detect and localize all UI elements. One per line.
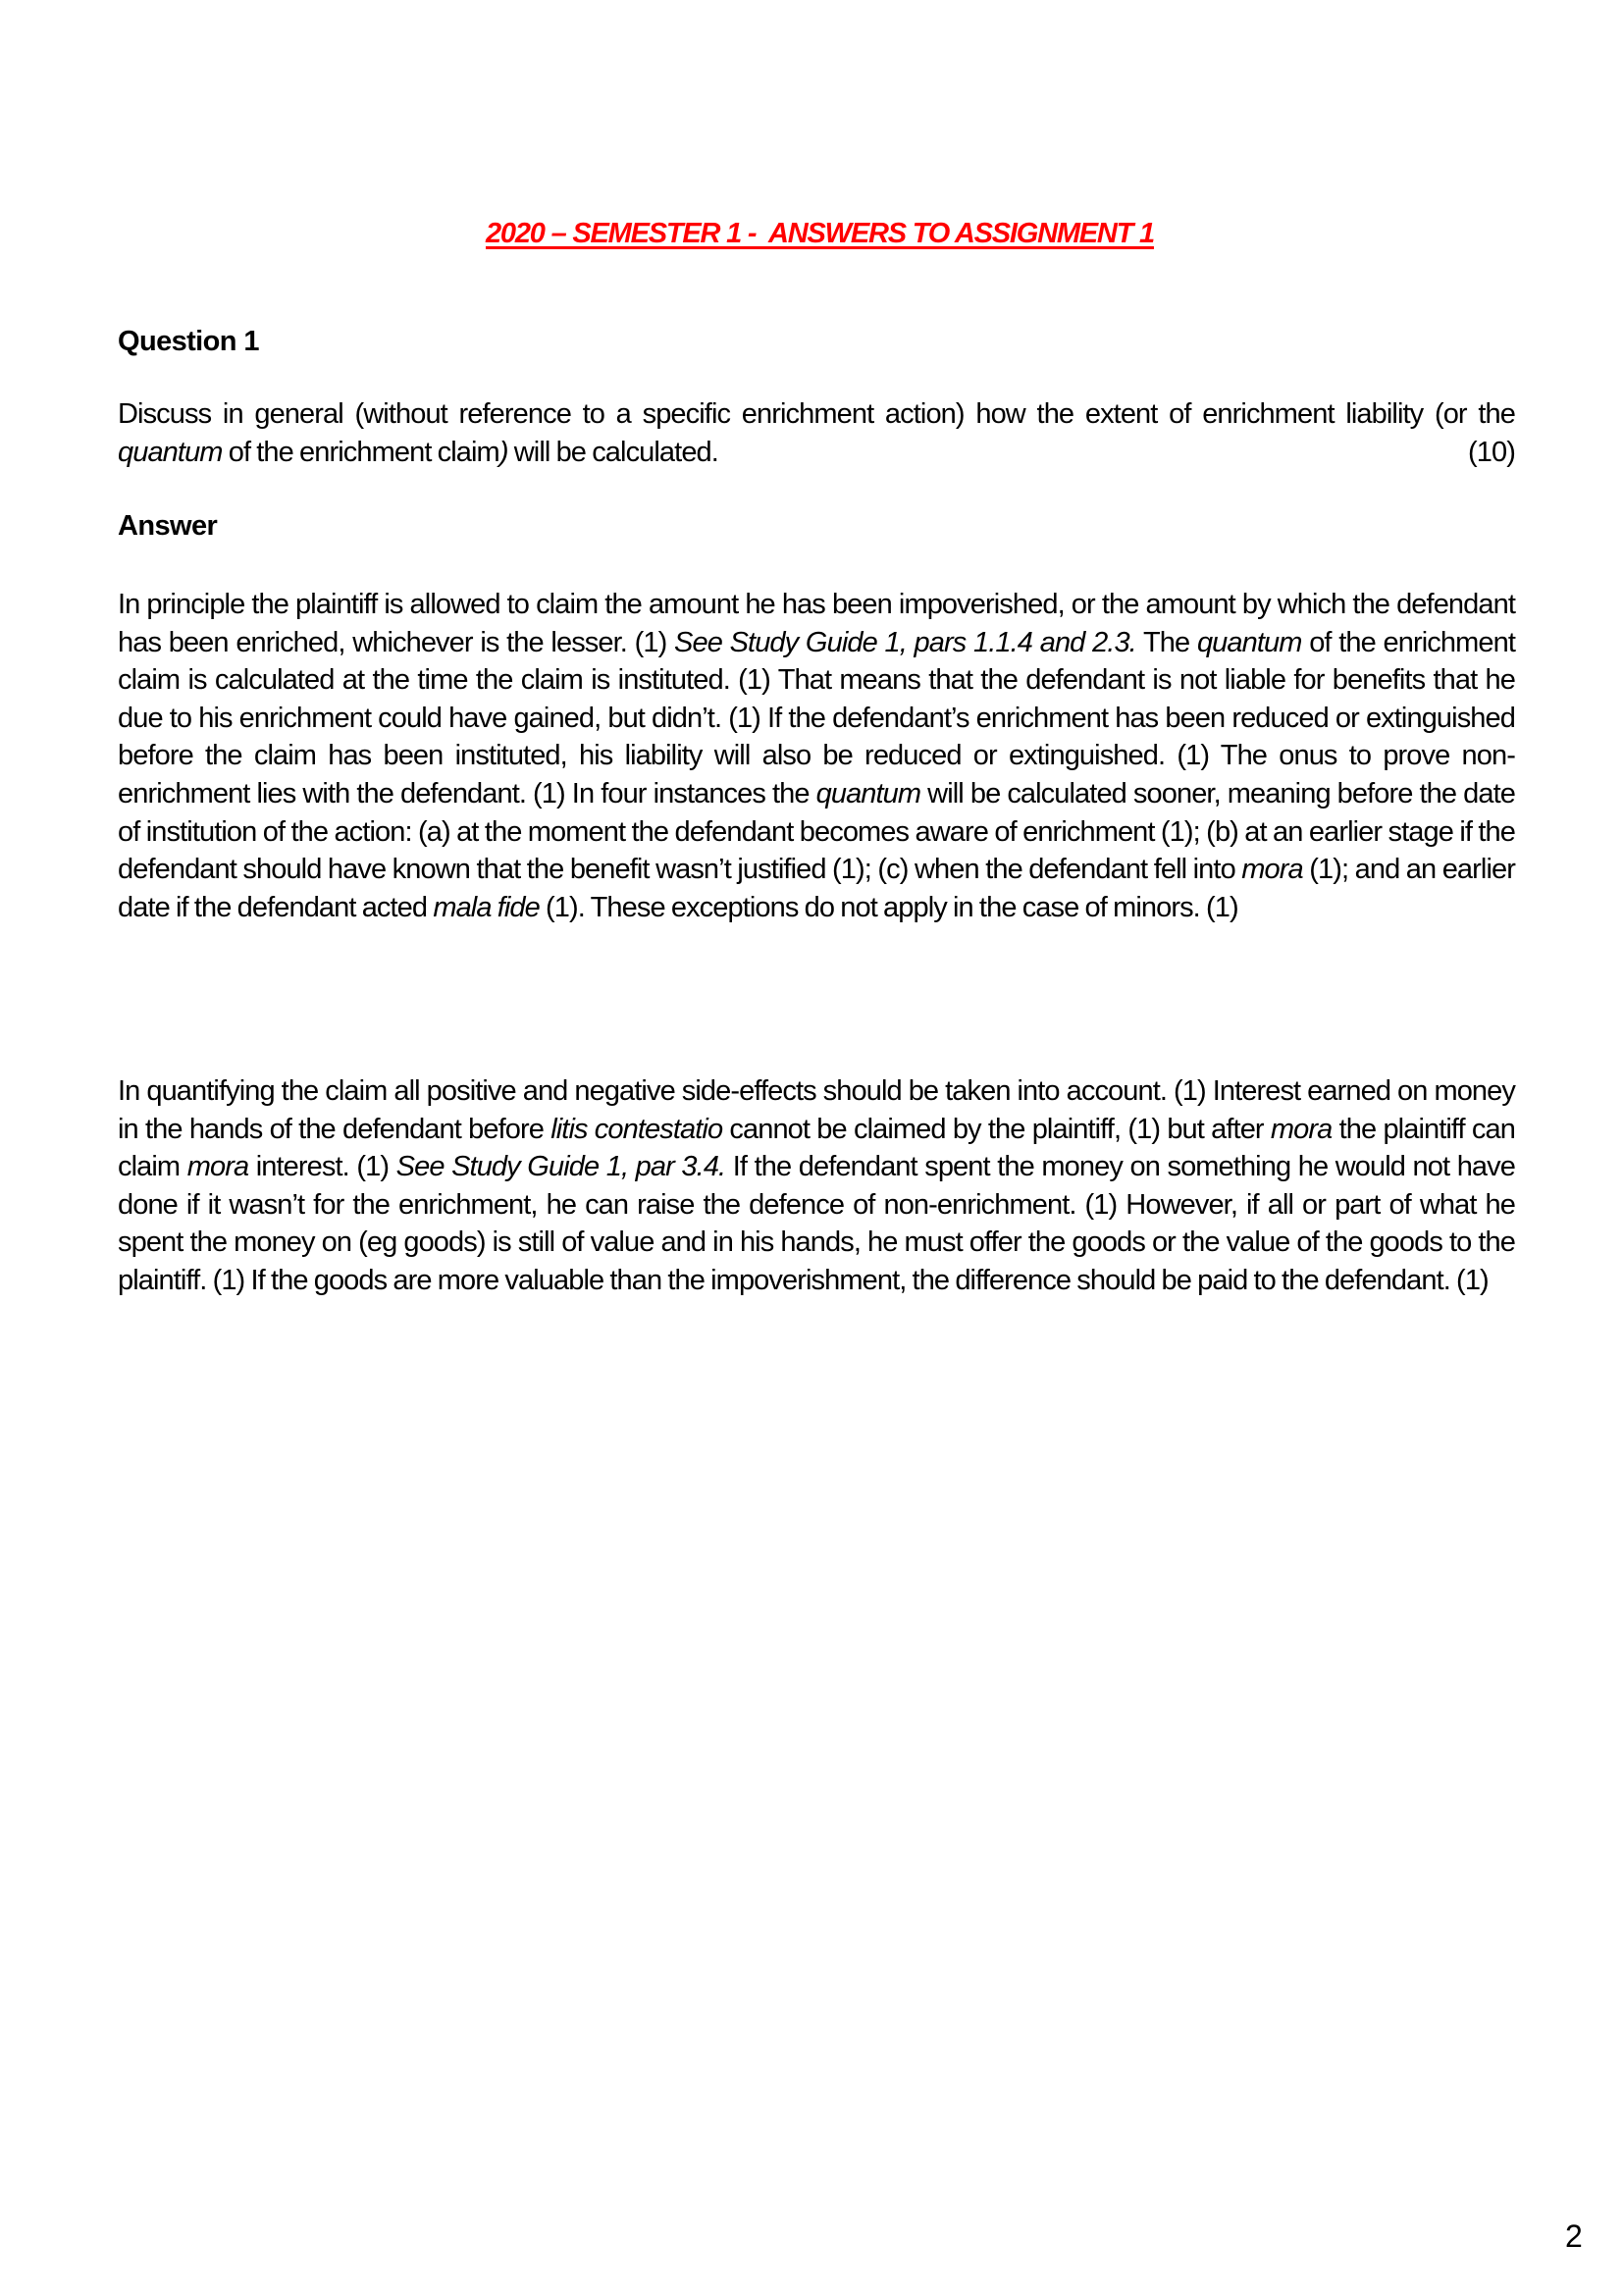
question-text xyxy=(118,395,1515,471)
answer-paragraph-1 xyxy=(118,586,1515,926)
answer-text-italic: mora xyxy=(1270,1113,1333,1145)
study-guide-reference: See Study Guide 1, par 3.4. xyxy=(395,1151,726,1183)
answer-text-italic: mala fide xyxy=(433,891,540,923)
question-text-segment: Discuss in general (without reference to a specific enrichment action) how the extent of enrichment liability (or the xyxy=(118,398,1515,430)
answer-text-segment: interest. (1) xyxy=(248,1151,396,1183)
answer-text-italic: mora xyxy=(1241,854,1303,886)
answer-text-segment: will be calculated sooner, meaning before the date of institution of the action: (a) at the moment the defendant becomes aware of enrichment (1); (b) at an earlier stage if the defendant should have known that the benefit wasn’t justified (1); (c) when the defendant fell into xyxy=(118,777,1515,886)
answer-text-segment: In principle the plaintiff is allowed to claim the amount he has been impoverished, or the amount by which the defendant has been enriched, whichever is the lesser. (1) xyxy=(118,589,1515,658)
answer-text-italic: quantum xyxy=(815,777,921,809)
question-text-segment: will be calculated. xyxy=(507,436,718,468)
answer-text-segment: the plaintiff can claim xyxy=(118,1113,1515,1183)
study-guide-reference: See Study Guide 1, pars 1.1.4 and 2.3. xyxy=(674,626,1136,658)
question-heading: Question 1 xyxy=(118,326,259,357)
answer-text-italic: mora xyxy=(186,1151,249,1183)
answer-text-italic: litis contestatio xyxy=(550,1113,723,1145)
answer-text-segment: cannot be claimed by the plaintiff, (1) but after xyxy=(722,1113,1271,1145)
answer-text-segment: If the defendant spent the money on something he would not have done if it wasn’t for the enrichment, he can raise the defence of non-enrichment. (1) However, if all or part of what he spent the money on (eg goods) is still of value and in his hands, he must offer the goods or the value of the goods to the plaintiff. (1) If the goods are more valuable than the impoverishment, the difference should be paid to the defendant. (1) xyxy=(118,1151,1515,1296)
answer-text-italic: quantum xyxy=(1196,626,1302,658)
answer-text-segment: In quantifying the claim all positive and negative side-effects should be taken into account. (1) Interest earned on money in the hands of the defendant before xyxy=(118,1075,1515,1145)
answer-text-segment: (1); and an earlier date if the defendant acted xyxy=(118,854,1515,923)
question-text-italic: ) xyxy=(498,436,508,468)
answer-text-segment: of the enrichment claim is calculated at the time the claim is instituted. (1) That means that the defendant is not liable for benefits that he due to his enrichment could have gained, but didn’t. (1) If the defendant’s enrichment has been reduced or extinguished before the claim has been instituted, his liability will also be reduced or extinguished. (1) The onus to prove non-enrichment lies with the defendant. (1) In four instances the xyxy=(118,626,1515,809)
answer-text-segment: (1). These exceptions do not apply in the case of minors. (1) xyxy=(539,891,1238,923)
answer-heading: Answer xyxy=(118,510,218,542)
page-number: 2 xyxy=(1565,2218,1583,2254)
question-marks: (10) xyxy=(1468,436,1515,468)
answer-paragraph-2 xyxy=(118,1072,1515,1300)
question-text-italic: quantum xyxy=(118,436,223,468)
document-title: 2020 – SEMESTER 1 - ANSWERS TO ASSIGNMENT 1 xyxy=(486,218,1154,249)
question-text-segment: of the enrichment claim xyxy=(222,436,499,468)
answer-text-segment: The xyxy=(1135,626,1197,658)
